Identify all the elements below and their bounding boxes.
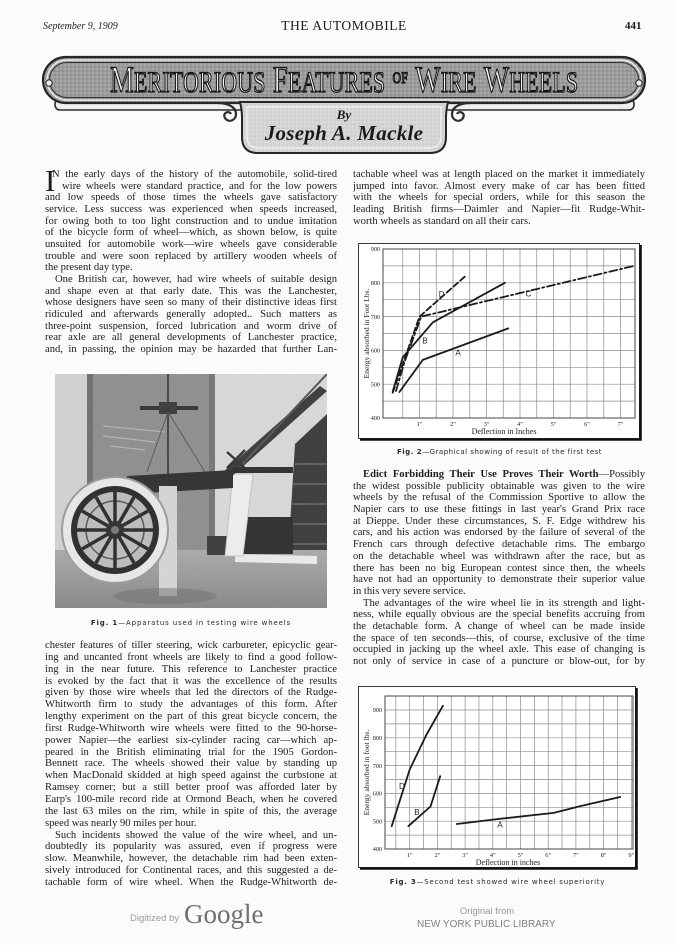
text-line: given by those wire wheels that led the directors of the Rudge- xyxy=(45,687,337,699)
figure-label: Fig. 2 xyxy=(396,448,423,456)
y-tick-label: 800 xyxy=(372,735,382,742)
text-line: Bennett race. The wheels showed their value by standing up xyxy=(45,758,337,770)
y-tick-label: 600 xyxy=(370,347,380,355)
figure-2-caption xyxy=(358,447,641,457)
series-label-b: B xyxy=(422,336,428,346)
text-line: when MacDonald skidded at high speed against the curbstone at xyxy=(45,770,337,782)
figure-2-chart xyxy=(358,243,642,441)
text-line: whose designers have seen so many of their distinctive ideas first xyxy=(45,297,337,309)
x-tick-label: 2" xyxy=(450,421,456,428)
text-line: wire wheels were standard practice, and for the low powers xyxy=(62,180,337,192)
x-tick-label: 4" xyxy=(517,421,523,428)
byline-prefix: By xyxy=(336,107,352,122)
series-label-b: B xyxy=(414,808,420,818)
title-word: WHEELS xyxy=(483,59,579,101)
text-line: speed was nearly 90 miles per hour. xyxy=(45,817,197,829)
text-line: ness, while equally obvious are the special benefits accruing from xyxy=(353,609,645,621)
title-word: FEATURES xyxy=(272,59,386,101)
y-tick-label: 700 xyxy=(370,313,380,321)
text-line: occupied in jacking up the wheel axle. This ease of changing is xyxy=(353,644,645,656)
text-line: trouble and were soon replaced by artillery wooden wheels of xyxy=(45,250,337,262)
paragraph-advantages xyxy=(353,598,645,668)
right-column-upper xyxy=(353,169,645,227)
title-word: WIRE xyxy=(415,59,477,101)
text-line: the last 63 miles on the rim, while in spite of this, the average xyxy=(45,805,337,817)
series-label-d: D xyxy=(399,781,405,791)
figure-caption-text: —Apparatus used in testing wire wheels xyxy=(118,619,292,627)
text-line: and shape even at that early date. This was the Lanchester, xyxy=(45,285,337,297)
text-line: service. Less success was experienced when speeds increased, xyxy=(45,203,337,215)
text-line: French cars through defective detachable rims. The embargo xyxy=(353,539,645,551)
text-line: Napier cars to use these fittings in last year's Grand Prix race xyxy=(353,504,645,516)
figure-caption-text: —Graphical showing of result of the first test xyxy=(422,448,603,456)
text-line: is evoked by the fact that it was the excellence of the results xyxy=(45,675,337,687)
text-line: for owing both to too light construction and to undue imitation xyxy=(45,215,337,227)
paragraph-lanchester xyxy=(45,274,337,356)
y-tick-label: 400 xyxy=(372,846,382,854)
text-line: wheels by the refusal of the Commission Sportive to allow the xyxy=(353,492,645,504)
text-line: not only of service in case of a puncture or blow-out, for by xyxy=(353,656,645,667)
left-column-upper xyxy=(45,163,337,356)
text-line: Whitworth firm to study the advantages of this form. After xyxy=(45,699,337,711)
text-line: the space of ten seconds—this, of course, exclusive of the time xyxy=(353,632,645,644)
x-axis-title: Deflection in Inches xyxy=(471,427,537,436)
figure-label: Fig. 1 xyxy=(90,619,119,627)
x-tick-label: 8" xyxy=(600,852,607,859)
figure-3-caption xyxy=(358,877,637,887)
text-line: lengthy experiment on the part of this great bicycle concern, the xyxy=(45,711,337,723)
text-line: and low speeds of those times the wheels gave satisfactory xyxy=(45,192,337,204)
paragraph-edict xyxy=(353,481,645,598)
page-number: 441 xyxy=(625,20,642,32)
x-tick-label: 5" xyxy=(550,421,557,428)
figure-frame xyxy=(359,687,636,868)
text-line: leading British firms—Daimler and Napier—fit Rudge-Whit- xyxy=(353,203,645,215)
text-line: The advantages of the wire wheel lie in its strength and light- xyxy=(363,597,645,609)
series-label-c: C xyxy=(525,289,532,299)
text-line: tachable form of wire wheel. When the Rudge-Whitworth de- xyxy=(45,876,337,888)
article-title xyxy=(43,57,645,103)
text-line: of the bicycle form of wheel—which, as shown below, is quite xyxy=(45,227,337,239)
text-line: first Rudge-Whitworth wire wheels were fitted to the 90-horse- xyxy=(45,722,337,734)
series-label-a: A xyxy=(497,820,503,830)
left-column-lower xyxy=(45,640,337,889)
figure-frame xyxy=(359,244,640,439)
text-line: One British car, however, had wire wheels of suitable design xyxy=(55,273,337,285)
x-tick-label: 3" xyxy=(483,421,490,428)
drop-cap: I xyxy=(45,163,56,198)
text-line: tachable wheel was at length placed on the market it immediately xyxy=(353,169,645,180)
text-fragment: —Possibly xyxy=(598,469,645,480)
text-line: the detachable form. A change of wheel can be made inside xyxy=(353,620,645,632)
title-word: OF xyxy=(392,69,408,87)
y-tick-label: 700 xyxy=(372,762,382,770)
y-tick-label: 600 xyxy=(372,790,382,798)
right-column-middle xyxy=(353,469,645,668)
y-tick-label: 800 xyxy=(370,280,380,287)
text-line: worth wheels as standard on all their cars. xyxy=(353,215,531,227)
google-logo: Google xyxy=(184,899,264,929)
text-line: jumped into favor. Almost every make of car has been fitted xyxy=(353,180,645,192)
text-line: the present day type. xyxy=(45,262,133,274)
y-tick-label: 900 xyxy=(372,707,382,715)
text-line: at Dieppe. Under these circumstances, S. F. Edge withdrew his xyxy=(353,515,645,527)
paragraph-incidents xyxy=(45,830,337,889)
text-line: unsuited for automobile work—wire wheels gave considerable xyxy=(45,238,337,250)
section-heading-line xyxy=(353,469,645,481)
text-line: in this very severe service. xyxy=(353,585,466,597)
y-tick-label: 500 xyxy=(372,818,382,826)
series-label-d: D xyxy=(438,289,445,299)
original-from-label: Original from xyxy=(459,906,515,917)
author-name: Joseph A. Mackle xyxy=(264,121,424,145)
x-tick-label: 6" xyxy=(545,852,552,859)
text-line: ridiculed and afterwards generally adopted.. Such matters as xyxy=(45,308,337,320)
x-axis-title: Deflection in inches xyxy=(475,858,541,867)
x-tick-label: 7" xyxy=(572,852,579,859)
wire-wheel-test-apparatus-photo xyxy=(55,374,327,608)
text-line: slow. Meanwhile, however, the detachable rim had been exten- xyxy=(45,853,337,865)
text-line: power Napier—the earliest six-cylinder racing car—which ap- xyxy=(45,734,337,746)
text-line: on the detachable wheel was withdrawn after the race, but as xyxy=(353,550,645,562)
text-line: have not had an opportunity to demonstrate their superior value xyxy=(353,574,645,586)
text-line: Such incidents showed the value of the wire wheel, and un- xyxy=(55,829,337,841)
text-line: sively introduced for Continental races, and this suggested a de- xyxy=(45,865,337,877)
paragraph-rudge-whitworth xyxy=(45,640,337,830)
text-line: doubtedly its popularity was assured, even if progress were xyxy=(45,841,337,853)
text-line: with the wheels for special orders, while for this season the xyxy=(353,192,645,204)
x-tick-label: 5" xyxy=(517,852,524,859)
text-line: three-point suspension, forced lubrication and worm drive of xyxy=(45,320,337,332)
library-name: NEW YORK PUBLIC LIBRARY xyxy=(417,919,556,930)
paragraph-detachable xyxy=(353,169,645,227)
y-tick-label: 500 xyxy=(370,381,380,389)
text-line: peared in the British eliminating trial for the 1905 Gordon- xyxy=(45,746,337,758)
y-axis-title: Energy absorbed in foot lbs. xyxy=(362,729,371,816)
digitized-by-label: Digitized by xyxy=(130,913,180,924)
text-line: ing in the near future. This reference to Lanchester practice xyxy=(45,663,337,675)
paragraph-intro xyxy=(45,163,337,274)
text-line: the widest possible publicity obtainable was given to the wire xyxy=(353,480,645,492)
x-tick-label: 6" xyxy=(584,421,590,428)
text-line: ing and uncanted front wheels are likely to find a good follow- xyxy=(45,651,337,663)
x-tick-label: 1" xyxy=(406,852,413,859)
text-line: Earp's 100-mile record ride at Ormond Beach, when he covered xyxy=(45,793,337,805)
text-line: and, in passing, the opinion may be hazarded that further Lan- xyxy=(45,343,337,355)
figure-3-chart xyxy=(358,686,638,870)
x-tick-label: 3" xyxy=(462,852,469,859)
x-tick-label: 7" xyxy=(617,421,624,428)
text-line: rear axle are all general developments of Lanchester practice, xyxy=(45,332,337,344)
photo-grain xyxy=(55,374,327,608)
paragraph-lines xyxy=(45,163,337,274)
x-tick-label: 2" xyxy=(434,852,441,859)
article-title-text xyxy=(109,59,579,101)
y-axis-title: Energy absorbed in Foot Lbs. xyxy=(362,288,371,379)
text-line: cars, and his action was endorsed by the failure of several of the xyxy=(353,527,645,539)
figure-1-caption xyxy=(45,618,337,628)
section-heading: Edict Forbidding Their Use Proves Their Worth xyxy=(363,469,599,480)
issue-date: September 9, 1909 xyxy=(43,21,118,32)
publication-title: THE AUTOMOBILE xyxy=(281,18,407,33)
text-line: chester features of tiller steering, wick carbureter, epicyclic gear- xyxy=(45,640,337,651)
y-tick-label: 400 xyxy=(370,415,380,423)
figure-label: Fig. 3 xyxy=(389,878,417,886)
text-line: there has been no big European contest since then, the wheels xyxy=(353,562,645,574)
x-tick-label: 1" xyxy=(416,421,423,428)
x-tick-label: 4" xyxy=(489,852,496,859)
series-label-a: A xyxy=(455,348,461,358)
text-line: N the early days of the history of the automobile, solid-tired xyxy=(52,169,337,180)
figure-caption-text: —Second test showed wire wheel superiority xyxy=(416,878,606,886)
y-tick-label: 900 xyxy=(370,246,380,254)
x-tick-label: 9" xyxy=(628,852,635,859)
text-line: Ramsey corner; but a still better proof was afforded later by xyxy=(45,782,337,794)
title-word: MERITORIOUS xyxy=(109,59,266,101)
